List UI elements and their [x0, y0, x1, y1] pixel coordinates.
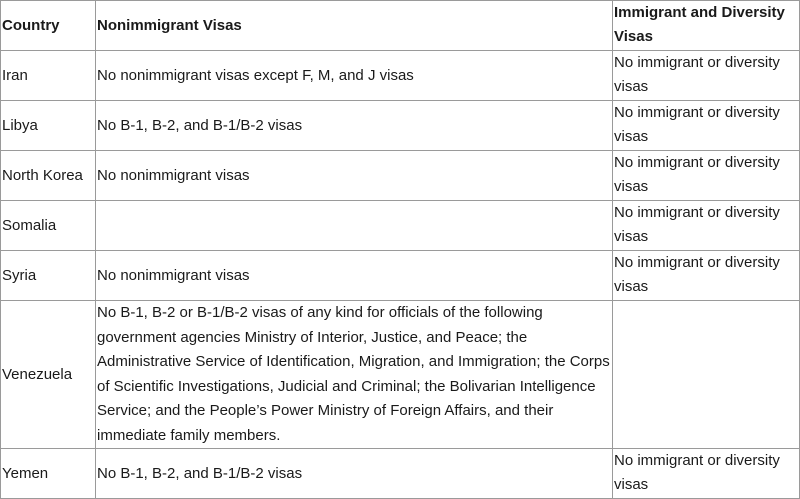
header-nonimmigrant-visas: Nonimmigrant Visas [96, 1, 613, 51]
country-cell: North Korea [1, 151, 96, 201]
header-immigrant-diversity-visas: Immigrant and Diversity Visas [613, 1, 800, 51]
table-header-row [1, 1, 800, 51]
country-cell: Yemen [1, 449, 96, 499]
immigrant-cell: No immigrant or diversity visas [613, 201, 800, 251]
nonimmigrant-cell: No nonimmigrant visas [96, 151, 613, 201]
nonimmigrant-cell: No nonimmigrant visas except F, M, and J visas [96, 51, 613, 101]
table-row [1, 51, 800, 101]
country-cell: Syria [1, 251, 96, 301]
table-row [1, 151, 800, 201]
nonimmigrant-cell: No B-1, B-2, and B-1/B-2 visas [96, 101, 613, 151]
table-row [1, 449, 800, 499]
immigrant-cell: No immigrant or diversity visas [613, 51, 800, 101]
table-row [1, 251, 800, 301]
immigrant-cell [613, 301, 800, 449]
table-row [1, 201, 800, 251]
country-cell: Iran [1, 51, 96, 101]
nonimmigrant-cell: No B-1, B-2 or B-1/B-2 visas of any kind for officials of the following government agencies Ministry of Interior, Justice, and Peace; the Administrative Service of Identification, Migration, and Immigration; the Corps of Scientific Investigations, Judicial and Criminal; the Bolivarian Intelligence Service; and the People’s Power Ministry of Foreign Affairs, and their immediate family members. [96, 301, 613, 449]
nonimmigrant-cell [96, 201, 613, 251]
table-row [1, 101, 800, 151]
nonimmigrant-cell: No B-1, B-2, and B-1/B-2 visas [96, 449, 613, 499]
table-row [1, 301, 800, 449]
immigrant-cell: No immigrant or diversity visas [613, 151, 800, 201]
country-cell: Venezuela [1, 301, 96, 449]
nonimmigrant-cell: No nonimmigrant visas [96, 251, 613, 301]
header-country: Country [1, 1, 96, 51]
immigrant-cell: No immigrant or diversity visas [613, 449, 800, 499]
country-cell: Somalia [1, 201, 96, 251]
country-cell: Libya [1, 101, 96, 151]
immigrant-cell: No immigrant or diversity visas [613, 251, 800, 301]
immigrant-cell: No immigrant or diversity visas [613, 101, 800, 151]
